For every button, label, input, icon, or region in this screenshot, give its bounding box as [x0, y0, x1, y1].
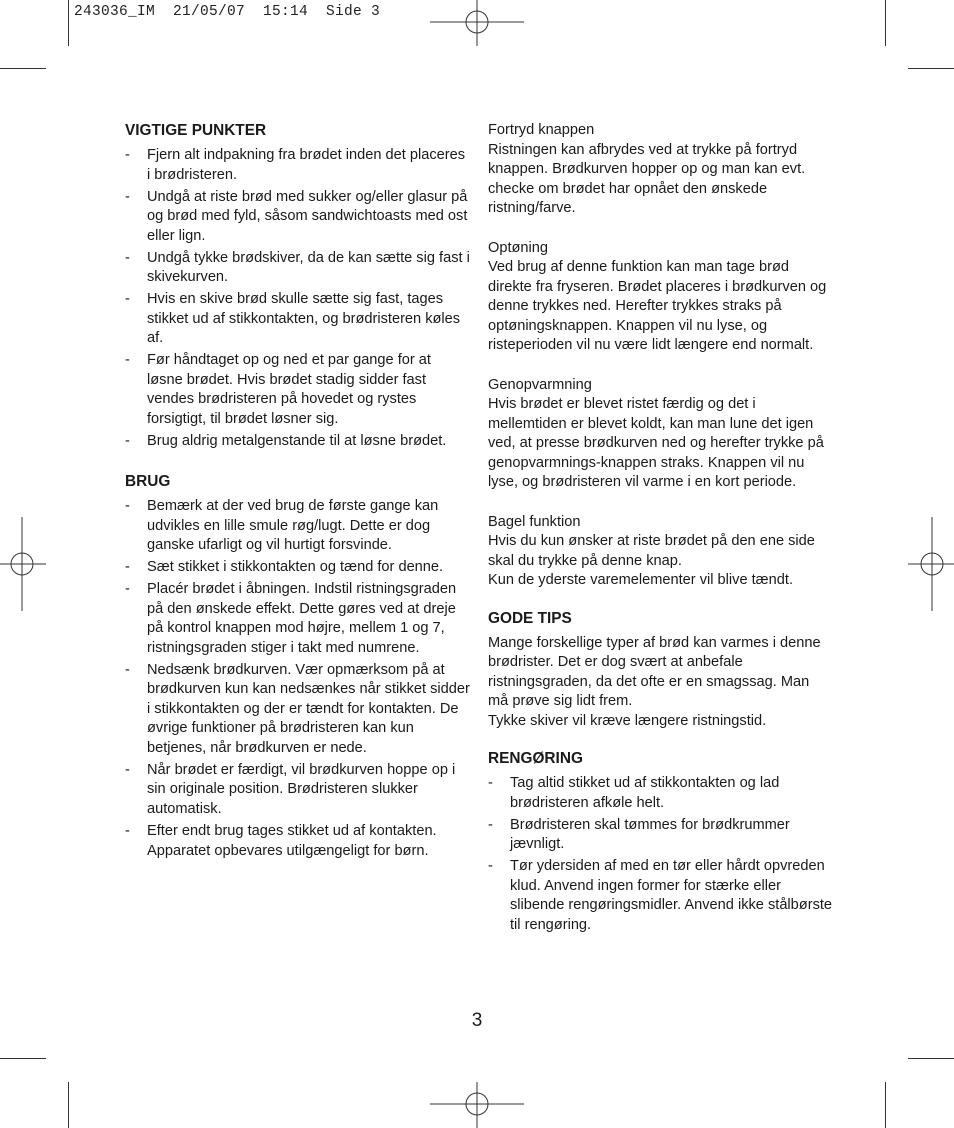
section-vigtige-punkter — [125, 121, 470, 451]
list-item: - Undgå tykke brødskiver, da de kan sætte sig fast i skivekurven. — [125, 249, 470, 288]
list-item: - Undgå at riste brød med sukker og/eller glasur på og brød med fyld, såsom sandwichtoasts med ost eller lign. — [125, 188, 470, 247]
subsection-heading: Fortryd knappen — [488, 122, 595, 138]
crop-mark-bottom-left-horizontal — [0, 1058, 46, 1059]
crop-mark-top-left-vertical — [68, 0, 69, 46]
section-genopvarmning — [488, 376, 833, 493]
list-item: - Før håndtaget op og ned et par gange for at løsne brødet. Hvis brødet stadig sidder fast vendes brødristeren på hovedet og rystes forsigtigt, til brødet løsner sig. — [125, 351, 470, 429]
section-heading: BRUG — [125, 473, 171, 491]
paragraph: Hvis brødet er blevet ristet færdig og det i mellemtiden er blevet koldt, kan man lune det igen ved, at presse brødkurven ned og herefter trykke på genopvarmnings-knappen straks. Knappen vil nu lyse, og brødristeren vil varme i en kort periode. — [488, 396, 824, 490]
print-slug: 243036_IM 21/05/07 15:14 Side 3 — [74, 4, 381, 20]
list-item: - Tag altid stikket ud af stikkontakten og lad brødristeren afkøle helt. — [488, 774, 833, 813]
bullet-list — [125, 497, 470, 861]
section-optoning — [488, 239, 833, 356]
crop-mark-bottom-left-vertical — [68, 1082, 69, 1128]
subsection-heading: Optøning — [488, 239, 549, 256]
list-item: - Sæt stikket i stikkontakten og tænd for denne. — [125, 558, 470, 578]
crop-mark-top-right-vertical — [885, 0, 886, 46]
registration-mark-left-icon — [0, 517, 46, 611]
left-column — [125, 121, 470, 864]
list-item: - Når brødet er færdigt, vil brødkurven hoppe op i sin originale position. Brødristeren slukker automatisk. — [125, 761, 470, 820]
list-item: - Efter endt brug tages stikket ud af kontakten. Apparatet opbevares utilgængeligt for børn. — [125, 822, 470, 861]
section-heading: GODE TIPS — [488, 609, 572, 627]
list-item: - Nedsænk brødkurven. Vær opmærksom på at brødkurven kun kan nedsænkes når stikket sidder i stikkontakten og der er tændt for kontakten. De øvrige funktioner på brødristeren kan kun betjenes, når brødkurven er nede. — [125, 661, 470, 759]
paragraph: Hvis du kun ønsker at riste brødet på den ene side skal du trykke på denne knap. — [488, 533, 815, 569]
section-heading: RENGØRING — [488, 750, 583, 767]
right-column — [488, 121, 833, 938]
crop-mark-bottom-right-vertical — [885, 1082, 886, 1128]
list-item: - Fjern alt indpakning fra brødet inden det placeres i brødristeren. — [125, 146, 470, 185]
paragraph: Mange forskellige typer af brød kan varmes i denne brødrister. Det er dog svært at anbefale ristningsgraden, da det ofte er en smagssag. Man må prøve sig lidt frem. — [488, 634, 821, 709]
section-bagel-funktion — [488, 513, 833, 591]
list-item: - Brødristeren skal tømmes for brødkrummer jævnligt. — [488, 816, 833, 855]
section-gode-tips — [488, 609, 833, 732]
registration-mark-bottom-icon — [430, 1082, 524, 1128]
bullet-list — [488, 774, 833, 935]
paragraph: Ristningen kan afbrydes ved at trykke på fortryd knappen. Brødkurven hopper op og man kan evt. checke om brødet har opnået den ønskede ristning/farve. — [488, 141, 806, 216]
paragraph: Ved brug af denne funktion kan man tage brød direkte fra fryseren. Brødet placeres i brødkurven og denne trykkes ned. Herefter trykkes straks på optøningsknappen. Knappen vil nu lyse, og risteperioden vil nu være lidt længere end normalt. — [488, 259, 827, 353]
bullet-list — [125, 146, 470, 451]
section-rengoring — [488, 749, 833, 935]
registration-mark-top-icon — [430, 0, 524, 46]
paragraph: Tykke skiver vil kræve længere ristningstid. — [488, 712, 767, 729]
list-item: - Brug aldrig metalgenstande til at løsne brødet. — [125, 432, 470, 452]
crop-mark-top-right-horizontal — [908, 68, 954, 69]
crop-mark-bottom-right-horizontal — [908, 1058, 954, 1059]
section-heading: VIGTIGE PUNKTER — [125, 122, 267, 139]
page-number: 3 — [471, 1010, 483, 1031]
list-item: - Bemærk at der ved brug de første gange kan udvikles en lille smule røg/lugt. Dette er dog ganske ufarligt og vil hurtigt forsvinde. — [125, 497, 470, 556]
registration-mark-right-icon — [908, 517, 954, 611]
section-brug — [125, 472, 470, 861]
crop-mark-top-left-horizontal — [0, 68, 46, 69]
paragraph: Kun de yderste varemelementer vil blive tændt. — [488, 572, 793, 588]
subsection-heading: Bagel funktion — [488, 513, 581, 530]
list-item: - Placér brødet i åbningen. Indstil ristningsgraden på den ønskede effekt. Dette gøres ved at dreje på kontrol knappen mod højre, mellem 1 og 7, ristningsgraden stiger i takt med numrene. — [125, 580, 470, 658]
subsection-heading: Genopvarmning — [488, 376, 592, 393]
section-fortryd-knappen — [488, 121, 833, 219]
list-item: - Tør ydersiden af med en tør eller hårdt opvreden klud. Anvend ingen former for stærke eller slibende rengøringsmidler. Anvend ikke stålbørste til rengøring. — [488, 857, 833, 935]
list-item: - Hvis en skive brød skulle sætte sig fast, tages stikket ud af stikkontakten, og brødristeren køles af. — [125, 290, 470, 349]
